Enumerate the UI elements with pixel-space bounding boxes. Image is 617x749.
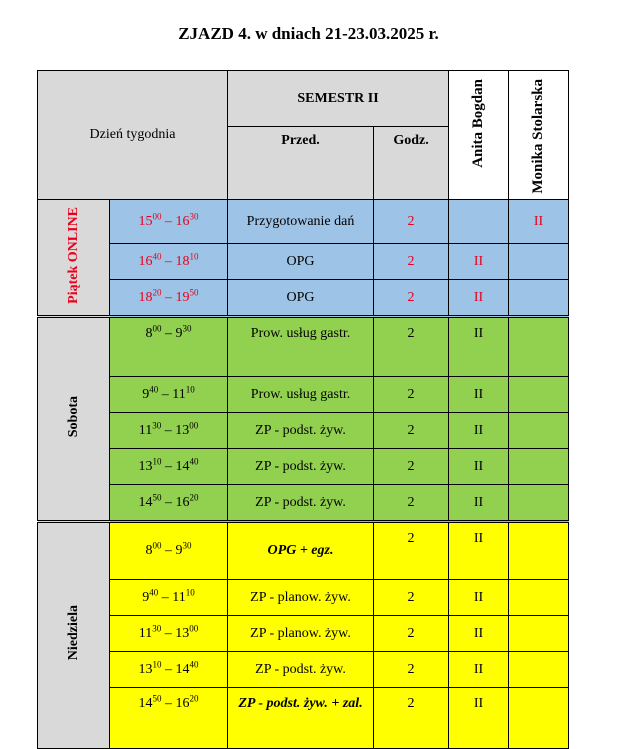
schedule-row [38, 280, 569, 317]
subject-cell: Przygotowanie dań [228, 200, 374, 244]
teacher2-cell [509, 280, 569, 317]
end-hour: 11 [172, 386, 186, 402]
start-minute: 20 [152, 286, 162, 297]
subject-cell: OPG [228, 244, 374, 280]
end-minute: 30 [189, 210, 199, 221]
hours-cell: 2 [374, 244, 449, 280]
time-slot: $18^{20} - 19^{50}$ [110, 280, 228, 317]
subject-cell: ZP - podst. żyw. [228, 485, 374, 522]
end-minute: 20 [189, 693, 199, 704]
start-hour: 13 [138, 661, 153, 677]
teacher2-cell [509, 317, 569, 377]
start-hour: 13 [138, 458, 153, 474]
schedule-row [38, 449, 569, 485]
end-hour: 14 [175, 661, 190, 677]
start-minute: 00 [152, 323, 162, 334]
schedule-row [38, 377, 569, 413]
end-hour: 14 [175, 458, 190, 474]
teacher1-cell: II [449, 244, 509, 280]
hours-cell: 2 [374, 616, 449, 652]
start-hour: 18 [138, 289, 153, 305]
end-hour: 11 [172, 589, 186, 605]
schedule-row [38, 317, 569, 377]
teacher1-cell: II [449, 485, 509, 522]
teacher2-cell [509, 377, 569, 413]
time-slot: $9^{40} - 11^{10}$ [110, 580, 228, 616]
end-minute: 10 [189, 250, 199, 261]
teacher2-cell [509, 413, 569, 449]
subject-cell: ZP - podst. żyw. [228, 449, 374, 485]
day-name-cell [38, 200, 110, 317]
start-hour: 8 [145, 326, 153, 341]
day-name-cell [38, 522, 110, 749]
schedule-row [38, 522, 569, 580]
time-slot: $8^{00} - 9^{30}$ [110, 317, 228, 377]
subject-cell: Prow. usług gastr. [228, 377, 374, 413]
end-minute: 40 [189, 658, 199, 669]
teacher2-header [509, 71, 569, 200]
end-minute: 10 [185, 586, 195, 597]
hours-cell: 2 [374, 652, 449, 688]
hours-cell: 2 [374, 485, 449, 522]
hours-cell: 2 [374, 449, 449, 485]
teacher2-cell [509, 244, 569, 280]
time-slot: $11^{30} - 13^{00}$ [110, 616, 228, 652]
teacher1-cell: II [449, 522, 509, 580]
time-slot: $13^{10} - 14^{40}$ [110, 449, 228, 485]
schedule-table [37, 70, 569, 749]
teacher1-header [449, 71, 509, 200]
start-hour: 9 [142, 589, 150, 605]
time-slot: $13^{10} - 14^{40}$ [110, 652, 228, 688]
start-minute: 00 [152, 540, 162, 551]
end-hour: 9 [175, 326, 183, 341]
start-minute: 30 [152, 419, 162, 430]
day-name: Piątek ONLINE [66, 206, 81, 304]
teacher2-cell [509, 485, 569, 522]
start-minute: 10 [152, 658, 162, 669]
end-hour: 16 [175, 696, 190, 711]
end-minute: 00 [189, 419, 199, 430]
subject-cell: OPG [228, 280, 374, 317]
subject-cell: Prow. usług gastr. [228, 317, 374, 377]
time-slot: $14^{50} - 16^{20}$ [110, 688, 228, 749]
start-hour: 15 [138, 213, 153, 229]
schedule-row [38, 244, 569, 280]
schedule-row [38, 616, 569, 652]
teacher1-cell: II [449, 377, 509, 413]
end-hour: 16 [175, 213, 190, 229]
start-minute: 00 [152, 210, 162, 221]
start-hour: 16 [138, 253, 153, 269]
end-minute: 50 [189, 286, 199, 297]
teacher2-cell [509, 688, 569, 749]
hours-cell: 2 [374, 413, 449, 449]
hours-header: Godz. [374, 127, 449, 200]
start-minute: 40 [149, 383, 159, 394]
start-minute: 50 [152, 693, 162, 704]
time-slot: $14^{50} - 16^{20}$ [110, 485, 228, 522]
start-hour: 11 [138, 422, 153, 438]
subject-cell: ZP - planow. żyw. [228, 616, 374, 652]
teacher1-cell: II [449, 616, 509, 652]
day-name: Sobota [66, 395, 81, 438]
time-slot: $15^{00} - 16^{30}$ [110, 200, 228, 244]
teacher2-cell: II [509, 200, 569, 244]
hours-cell: 2 [374, 688, 449, 749]
teacher1-cell: II [449, 688, 509, 749]
teacher2-cell [509, 652, 569, 688]
start-hour: 14 [138, 494, 153, 510]
start-minute: 40 [152, 250, 162, 261]
teacher1-cell: II [449, 280, 509, 317]
teacher1-cell [449, 200, 509, 244]
time-slot: $8^{00} - 9^{30}$ [110, 522, 228, 580]
start-hour: 9 [142, 386, 150, 402]
teacher1-cell: II [449, 580, 509, 616]
hours-cell: 2 [374, 377, 449, 413]
teacher1-cell: II [449, 413, 509, 449]
start-minute: 50 [152, 491, 162, 502]
hours-cell: 2 [374, 580, 449, 616]
end-hour: 16 [175, 494, 190, 510]
day-name-cell [38, 317, 110, 522]
start-minute: 10 [152, 455, 162, 466]
schedule-row [38, 413, 569, 449]
teacher1-cell: II [449, 317, 509, 377]
subject-cell: ZP - podst. żyw. [228, 413, 374, 449]
subject-cell: OPG + egz. [228, 522, 374, 580]
teacher2-name: Monika Stolarska [530, 79, 547, 194]
subject-cell: ZP - podst. żyw. + zal. [228, 688, 374, 749]
end-hour: 13 [175, 625, 190, 641]
time-slot: $9^{40} - 11^{10}$ [110, 377, 228, 413]
schedule-row [38, 200, 569, 244]
start-minute: 30 [152, 622, 162, 633]
schedule-row [38, 688, 569, 749]
end-minute: 40 [189, 455, 199, 466]
page-title: ZJAZD 4. w dniach 21-23.03.2025 r. [178, 24, 439, 43]
subject-cell: ZP - planow. żyw. [228, 580, 374, 616]
hours-cell: 2 [374, 280, 449, 317]
day-name: Niedziela [66, 605, 81, 661]
end-hour: 13 [175, 422, 190, 438]
end-minute: 30 [182, 540, 192, 551]
hours-cell: 2 [374, 522, 449, 580]
end-minute: 10 [185, 383, 195, 394]
hours-cell: 2 [374, 317, 449, 377]
end-minute: 30 [182, 323, 192, 334]
schedule-row [38, 580, 569, 616]
day-of-week-header: Dzień tygodnia [38, 71, 228, 200]
start-hour: 11 [138, 625, 153, 641]
hours-cell: 2 [374, 200, 449, 244]
end-hour: 18 [175, 253, 190, 269]
end-minute: 00 [189, 622, 199, 633]
teacher2-cell [509, 616, 569, 652]
teacher1-cell: II [449, 652, 509, 688]
end-hour: 19 [175, 289, 190, 305]
subject-header: Przed. [228, 127, 374, 200]
semester-header: SEMESTR II [228, 71, 449, 127]
start-hour: 14 [138, 696, 153, 711]
schedule-row [38, 485, 569, 522]
subject-cell: ZP - podst. żyw. [228, 652, 374, 688]
time-slot: $11^{30} - 13^{00}$ [110, 413, 228, 449]
start-hour: 8 [145, 543, 153, 558]
time-slot: $16^{40} - 18^{10}$ [110, 244, 228, 280]
teacher1-name: Anita Bogdan [470, 79, 487, 168]
schedule-row [38, 652, 569, 688]
start-minute: 40 [149, 586, 159, 597]
end-hour: 9 [175, 543, 183, 558]
teacher1-cell: II [449, 449, 509, 485]
end-minute: 20 [189, 491, 199, 502]
teacher2-cell [509, 522, 569, 580]
teacher2-cell [509, 580, 569, 616]
teacher2-cell [509, 449, 569, 485]
